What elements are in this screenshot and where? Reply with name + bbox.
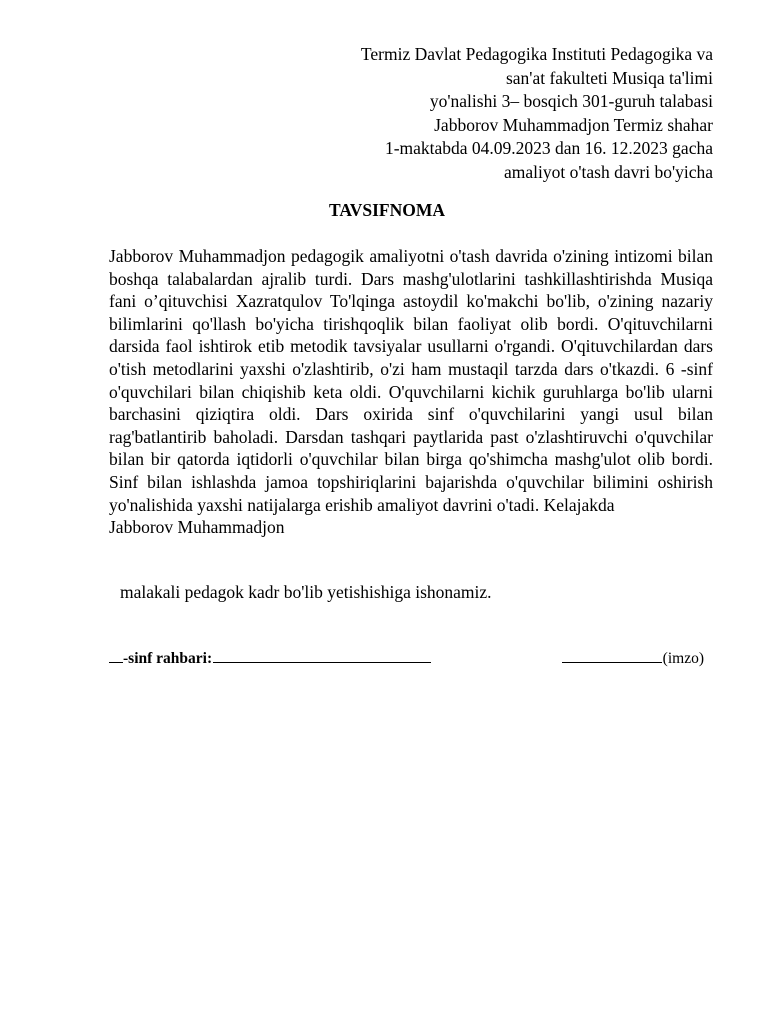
address-line: Termiz Davlat Pedagogika Instituti Pedagogika va (360, 44, 713, 64)
address-line: Jabborov Muhammadjon Termiz shahar (434, 114, 713, 135)
closing-line: malakali pedagok kadr bo'lib yetishishiga ishonamiz. (120, 582, 492, 602)
class-teacher-label: -sinf rahbari: (123, 650, 213, 667)
signature-field (562, 648, 704, 668)
body-text (109, 245, 713, 539)
address-line: amaliyot o'tash davri bo'yicha (504, 161, 713, 182)
address-line: san'at fakulteti Musiqa ta'limi (505, 67, 713, 88)
address-line: 1-maktabda 04.09.2023 dan 16. 12.2023 gacha (384, 138, 713, 158)
class-number-blank (109, 648, 123, 663)
document-title: TAVSIFNOMA (328, 200, 446, 220)
signature-line (109, 648, 713, 672)
signature-label: (imzo) (662, 650, 704, 667)
name-blank (213, 648, 431, 663)
address-line: yo'nalishi 3– bosqich 301-guruh talabasi (429, 91, 713, 111)
class-teacher-signature (109, 648, 431, 668)
body-last-line: Jabborov Muhammadjon (109, 517, 285, 538)
address-block (243, 43, 713, 184)
signature-blank (562, 648, 662, 663)
body-paragraph: Jabborov Muhammadjon pedagogik amaliyotni o'tash davrida o'zining intizomi bilan boshqa talabalardan ajralib turdi. Dars mashg'ulotlarini tashkillashtirishda Musiqa fani o’qituvchisi Xazratqulov To'lqinga astoydil ko'makchi bo'lib, o'zining nazariy bilimlarini qo'llash bo'yicha tirishqoqlik bilan faoliyat olib bordi. O'qituvchilarni darsida faol ishtirok etib metodik tavsiyalar usullarni o'rgandi. O'qituvchilardan dars o'tish metodlarini yaxshi o'zlashtirib, o'zi ham mustaqil tarzda dars o'tkazdi. 6 -sinf o'quvchilari bilan chiqishib keta oldi. O'quvchilarni kichik guruhlarga bo'lib ularni barchasini qiziqtira oldi. Dars oxirida sinf o'quvchilarini yangi usul bilan rag'batlantirib baholadi. Darsdan tashqari paytlarida past o'zlashtiruvchi o'quvchilar bilan bir qatorda iqtidorli o'quvchilar bilan birga qo'shimcha mashg'ulot olib bordi. Sinf bilan ishlashda jamoa topshiriqlarini bajarishda o'quvchilar bilimini oshirish yo'nalishida yaxshi natijalarga erishib amaliyot davrini o'tadi. Kelajakda (109, 246, 713, 515)
